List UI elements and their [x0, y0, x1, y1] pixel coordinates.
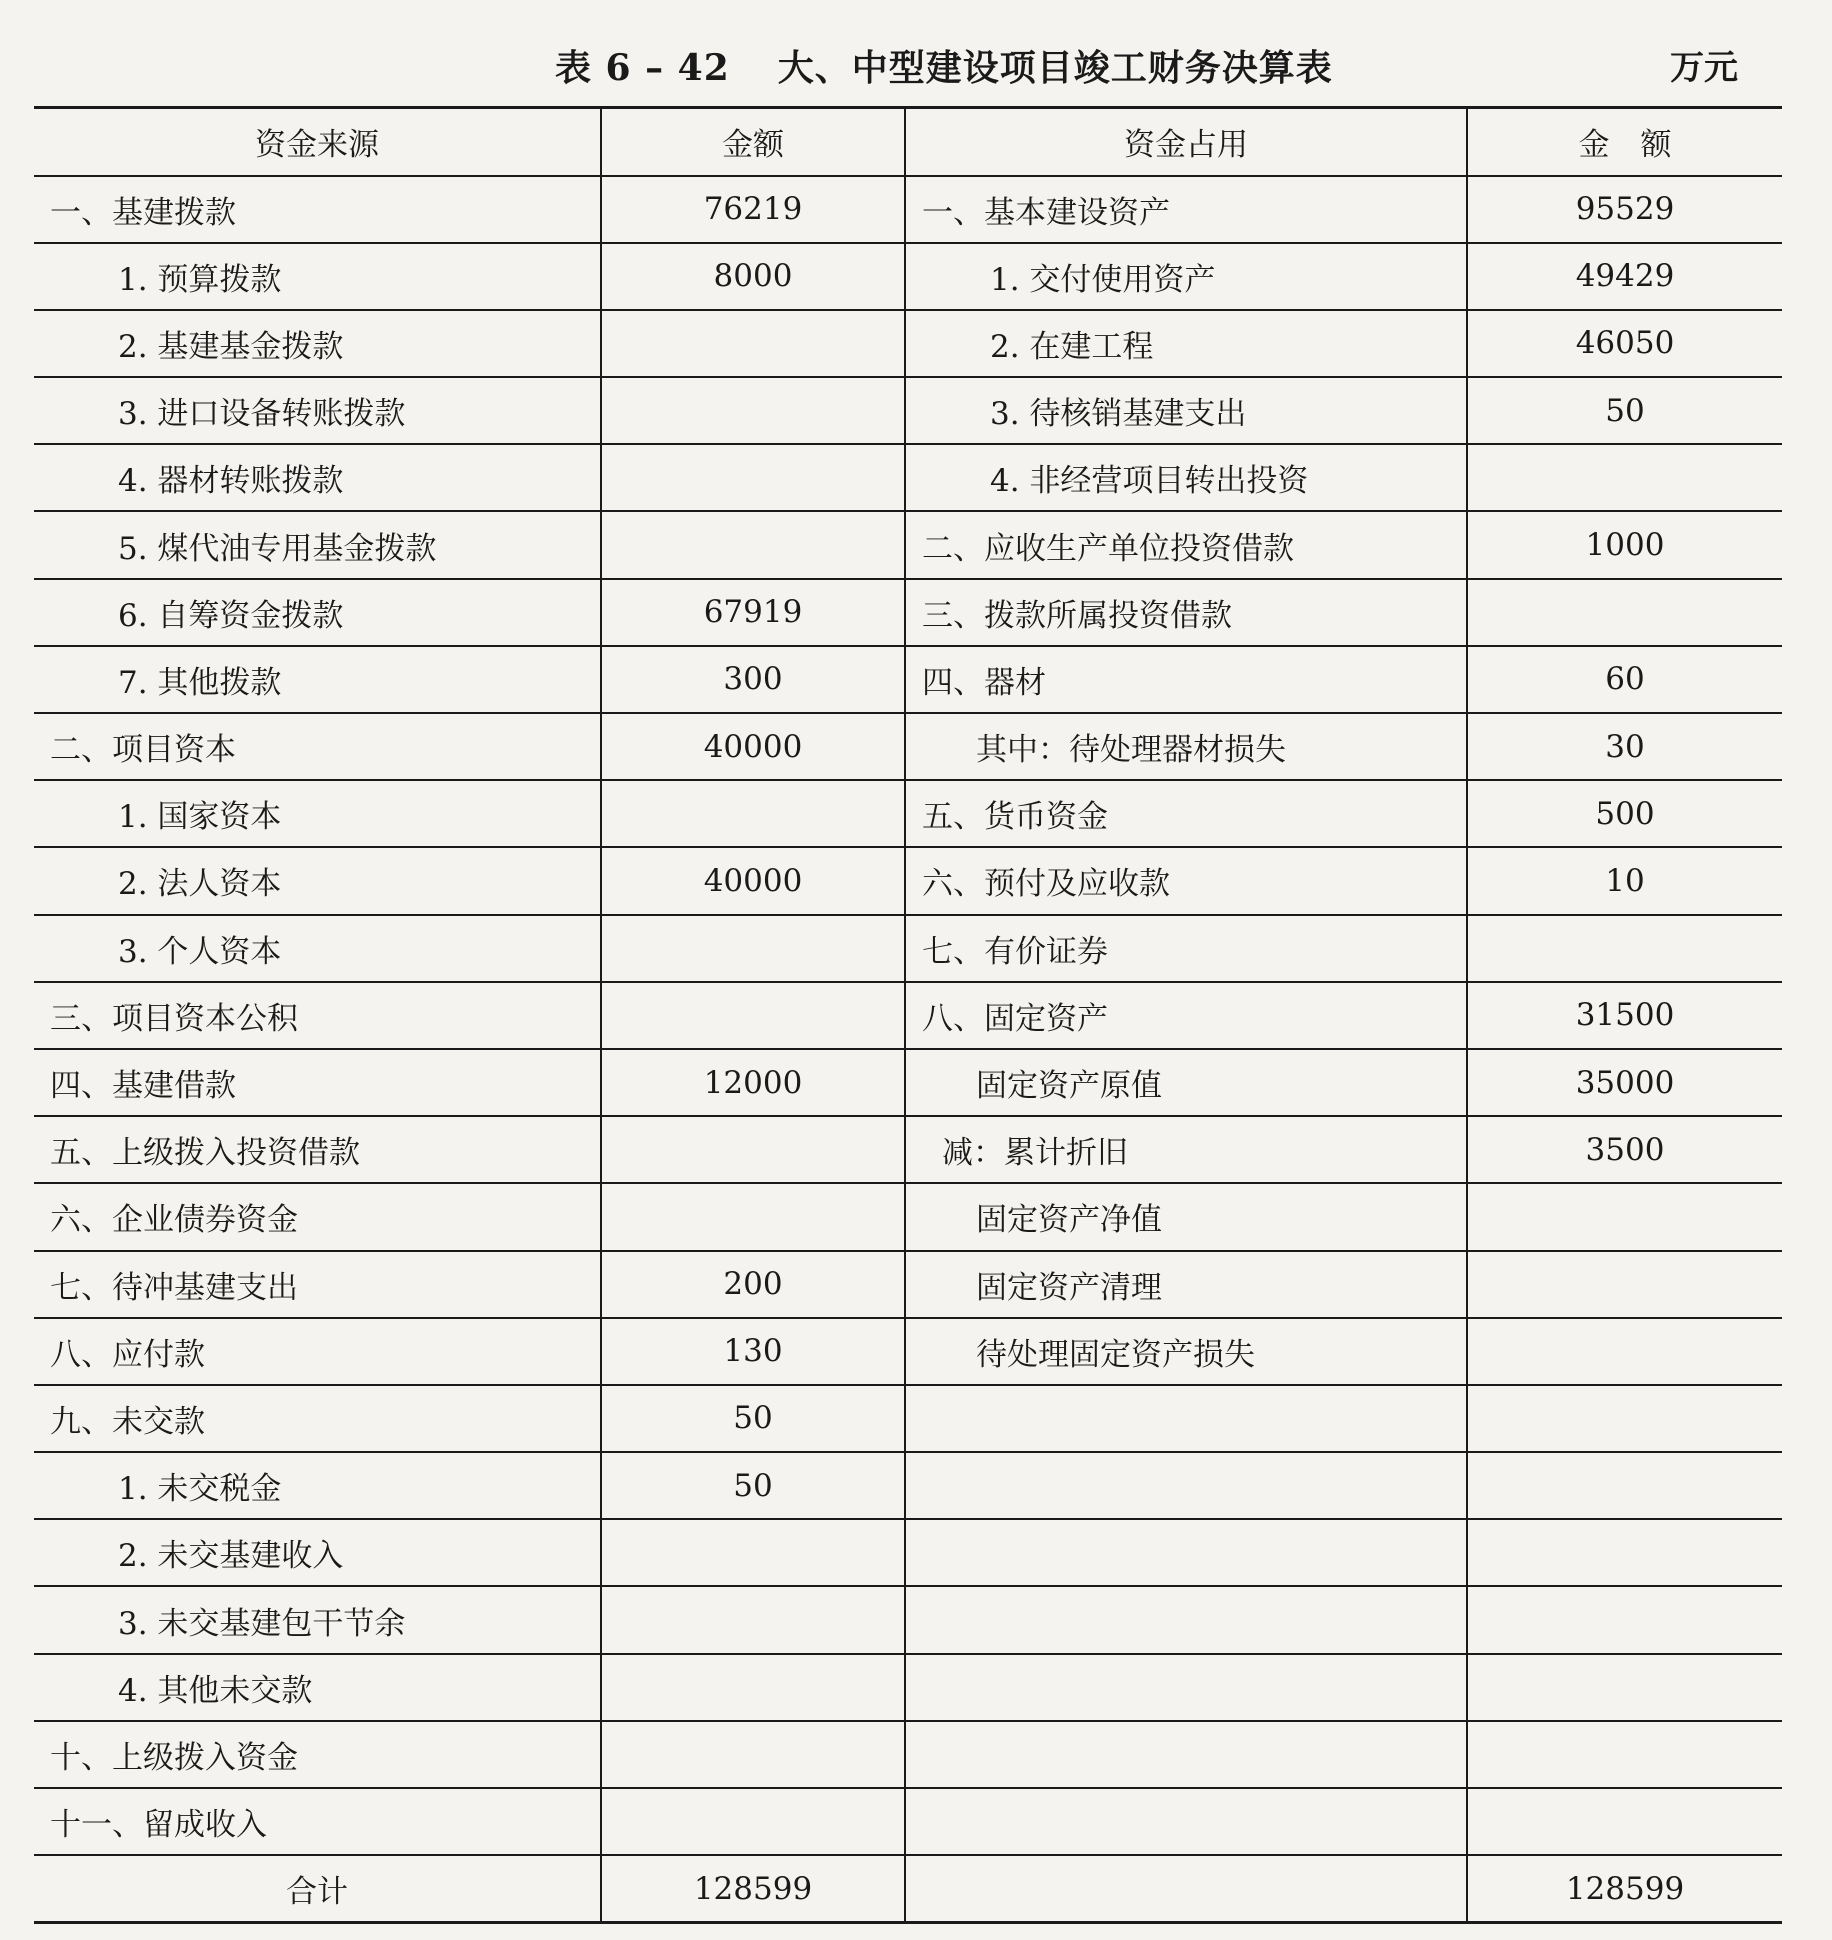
source-amount — [601, 310, 905, 377]
use-item: 4. 非经营项目转出投资 — [905, 444, 1467, 511]
source-amount — [601, 1721, 905, 1788]
source-item: 一、基建拨款 — [34, 176, 601, 243]
unit-label: 万元 — [1670, 48, 1738, 88]
source-item: 九、未交款 — [34, 1385, 601, 1452]
use-amount — [1467, 444, 1782, 511]
table-row — [34, 377, 1782, 444]
use-item: 六、预付及应收款 — [905, 847, 1467, 914]
use-amount — [1467, 915, 1782, 982]
use-amount: 49429 — [1467, 243, 1782, 310]
source-item: 十一、留成收入 — [34, 1788, 601, 1855]
source-item: 八、应付款 — [34, 1318, 601, 1385]
source-amount — [601, 444, 905, 511]
source-amount: 130 — [601, 1318, 905, 1385]
header-use-amount: 金 额 — [1467, 108, 1782, 176]
table-header-row — [34, 108, 1782, 176]
source-item: 7. 其他拨款 — [34, 646, 601, 713]
use-item: 2. 在建工程 — [905, 310, 1467, 377]
source-item: 合计 — [34, 1855, 601, 1922]
table-title — [555, 40, 1333, 91]
use-amount: 46050 — [1467, 310, 1782, 377]
use-amount — [1467, 1519, 1782, 1586]
source-item: 4. 器材转账拨款 — [34, 444, 601, 511]
table-row — [34, 511, 1782, 578]
source-item: 5. 煤代油专用基金拨款 — [34, 511, 601, 578]
use-item: 减：累计折旧 — [905, 1116, 1467, 1183]
table-row — [34, 310, 1782, 377]
use-amount — [1467, 1586, 1782, 1653]
table-row — [34, 1452, 1782, 1519]
source-item: 6. 自筹资金拨款 — [34, 579, 601, 646]
source-item: 2. 未交基建收入 — [34, 1519, 601, 1586]
source-item: 1. 未交税金 — [34, 1452, 601, 1519]
use-item: 四、器材 — [905, 646, 1467, 713]
use-item — [905, 1721, 1467, 1788]
table-row — [34, 579, 1782, 646]
source-item: 二、项目资本 — [34, 713, 601, 780]
table-row — [34, 243, 1782, 310]
source-item: 2. 基建基金拨款 — [34, 310, 601, 377]
table-title-text: 大、中型建设项目竣工财务决算表 — [777, 47, 1333, 89]
use-amount: 1000 — [1467, 511, 1782, 578]
table-caption — [30, 40, 1782, 100]
use-amount — [1467, 1721, 1782, 1788]
table-row — [34, 915, 1782, 982]
source-amount — [601, 780, 905, 847]
use-item: 其中：待处理器材损失 — [905, 713, 1467, 780]
source-amount: 50 — [601, 1385, 905, 1452]
source-item: 1. 预算拨款 — [34, 243, 601, 310]
table-row — [34, 1855, 1782, 1922]
source-amount: 128599 — [601, 1855, 905, 1922]
source-amount — [601, 982, 905, 1049]
source-amount — [601, 915, 905, 982]
table-row — [34, 982, 1782, 1049]
use-amount — [1467, 1654, 1782, 1721]
use-item: 3. 待核销基建支出 — [905, 377, 1467, 444]
source-item: 四、基建借款 — [34, 1049, 601, 1116]
table-row — [34, 1654, 1782, 1721]
source-item: 1. 国家资本 — [34, 780, 601, 847]
use-amount — [1467, 1452, 1782, 1519]
source-item: 3. 个人资本 — [34, 915, 601, 982]
use-item — [905, 1385, 1467, 1452]
use-amount — [1467, 579, 1782, 646]
source-item: 七、待冲基建支出 — [34, 1251, 601, 1318]
source-amount: 50 — [601, 1452, 905, 1519]
table-row — [34, 1183, 1782, 1250]
header-source: 资金来源 — [34, 108, 601, 176]
table-number: 表 6 – 42 — [555, 47, 730, 89]
use-amount — [1467, 1183, 1782, 1250]
table-row — [34, 1586, 1782, 1653]
source-item: 五、上级拨入投资借款 — [34, 1116, 601, 1183]
source-amount — [601, 1519, 905, 1586]
use-amount — [1467, 1318, 1782, 1385]
table-row — [34, 176, 1782, 243]
source-amount: 67919 — [601, 579, 905, 646]
use-amount: 60 — [1467, 646, 1782, 713]
use-item — [905, 1452, 1467, 1519]
source-amount — [601, 1654, 905, 1721]
use-item: 固定资产净值 — [905, 1183, 1467, 1250]
use-amount: 500 — [1467, 780, 1782, 847]
use-amount: 50 — [1467, 377, 1782, 444]
use-item — [905, 1654, 1467, 1721]
table-row — [34, 1116, 1782, 1183]
use-amount — [1467, 1251, 1782, 1318]
source-amount: 300 — [601, 646, 905, 713]
source-item: 3. 未交基建包干节余 — [34, 1586, 601, 1653]
use-amount — [1467, 1385, 1782, 1452]
source-item: 3. 进口设备转账拨款 — [34, 377, 601, 444]
use-item: 五、货币资金 — [905, 780, 1467, 847]
use-item — [905, 1586, 1467, 1653]
source-amount: 40000 — [601, 847, 905, 914]
use-item: 三、拨款所属投资借款 — [905, 579, 1467, 646]
use-amount: 95529 — [1467, 176, 1782, 243]
source-item: 4. 其他未交款 — [34, 1654, 601, 1721]
table-row — [34, 1049, 1782, 1116]
use-amount: 10 — [1467, 847, 1782, 914]
source-amount: 76219 — [601, 176, 905, 243]
use-item — [905, 1788, 1467, 1855]
table-row — [34, 1788, 1782, 1855]
table-row — [34, 1251, 1782, 1318]
financial-settlement-table — [34, 106, 1782, 1924]
source-amount — [601, 511, 905, 578]
source-amount — [601, 1183, 905, 1250]
table-row — [34, 847, 1782, 914]
table-row — [34, 780, 1782, 847]
source-item: 三、项目资本公积 — [34, 982, 601, 1049]
table-row — [34, 1318, 1782, 1385]
use-amount: 35000 — [1467, 1049, 1782, 1116]
use-item: 一、基本建设资产 — [905, 176, 1467, 243]
source-amount: 200 — [601, 1251, 905, 1318]
table-row — [34, 444, 1782, 511]
source-item: 六、企业债券资金 — [34, 1183, 601, 1250]
use-item: 待处理固定资产损失 — [905, 1318, 1467, 1385]
use-item — [905, 1519, 1467, 1586]
table-row — [34, 713, 1782, 780]
use-item — [905, 1855, 1467, 1922]
use-amount: 31500 — [1467, 982, 1782, 1049]
table-row — [34, 1721, 1782, 1788]
use-item: 二、应收生产单位投资借款 — [905, 511, 1467, 578]
source-amount — [601, 1586, 905, 1653]
table-body — [34, 176, 1782, 1923]
table-row — [34, 646, 1782, 713]
table-row — [34, 1385, 1782, 1452]
header-source-amount: 金额 — [601, 108, 905, 176]
table-row — [34, 1519, 1782, 1586]
use-item: 固定资产清理 — [905, 1251, 1467, 1318]
source-amount — [601, 1788, 905, 1855]
source-amount: 40000 — [601, 713, 905, 780]
source-amount: 12000 — [601, 1049, 905, 1116]
use-amount: 128599 — [1467, 1855, 1782, 1922]
use-item: 七、有价证券 — [905, 915, 1467, 982]
source-amount — [601, 1116, 905, 1183]
use-amount: 3500 — [1467, 1116, 1782, 1183]
source-amount: 8000 — [601, 243, 905, 310]
use-item: 1. 交付使用资产 — [905, 243, 1467, 310]
use-amount: 30 — [1467, 713, 1782, 780]
source-item: 2. 法人资本 — [34, 847, 601, 914]
use-amount — [1467, 1788, 1782, 1855]
use-item: 固定资产原值 — [905, 1049, 1467, 1116]
header-use: 资金占用 — [905, 108, 1467, 176]
source-amount — [601, 377, 905, 444]
source-item: 十、上级拨入资金 — [34, 1721, 601, 1788]
use-item: 八、固定资产 — [905, 982, 1467, 1049]
